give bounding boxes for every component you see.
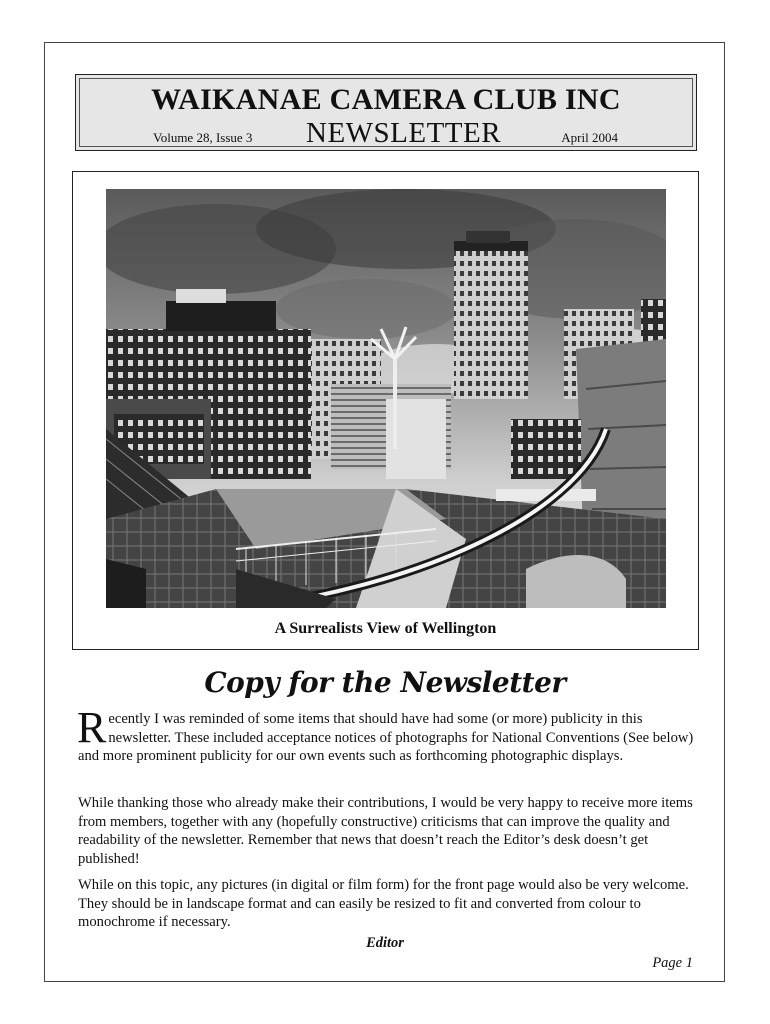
article-paragraph-1 [77, 703, 698, 766]
cover-photo-frame [72, 171, 699, 650]
photo-caption: A Surrealists View of Wellington [274, 620, 497, 637]
paragraph-1-text: ecently I was reminded of some items that should have had some (or more) publicity in this newsletter. These included acceptance notices of photographs for National Conventions (See below) and more prominent publicity for our own events such as forthcoming photographic displays. [78, 711, 694, 764]
editor-signature: Editor [366, 935, 404, 951]
article-paragraph-2: While thanking those who already make their contributions, I would be very happy to receive more items from members, together with any (hopefully constructive) criticisms that can improve the quality and readability of the newsletter. Remember that news that doesn’t reach the Editor’s desk doesn’t get published! [78, 795, 693, 867]
article-paragraph-3: While on this topic, any pictures (in digital or film form) for the front page would also be very welcome. They should be in landscape format and can easily be resized to fit and converted from colour to monochrome if necessary. [78, 877, 689, 930]
newsletter-heading: NEWSLETTER [306, 117, 502, 149]
issue-date: April 2004 [561, 130, 618, 145]
drop-cap: R [77, 703, 107, 752]
page-number: Page 1 [652, 955, 693, 971]
wellington-cityscape-image [106, 189, 666, 608]
issue-volume: Volume 28, Issue 3 [153, 130, 253, 145]
club-name: WAIKANAE CAMERA CLUB INC [151, 83, 621, 116]
masthead-inner-border [79, 78, 693, 147]
cover-photo [106, 189, 666, 608]
masthead [75, 74, 697, 151]
article-title: Copy for the Newsletter [204, 666, 566, 699]
